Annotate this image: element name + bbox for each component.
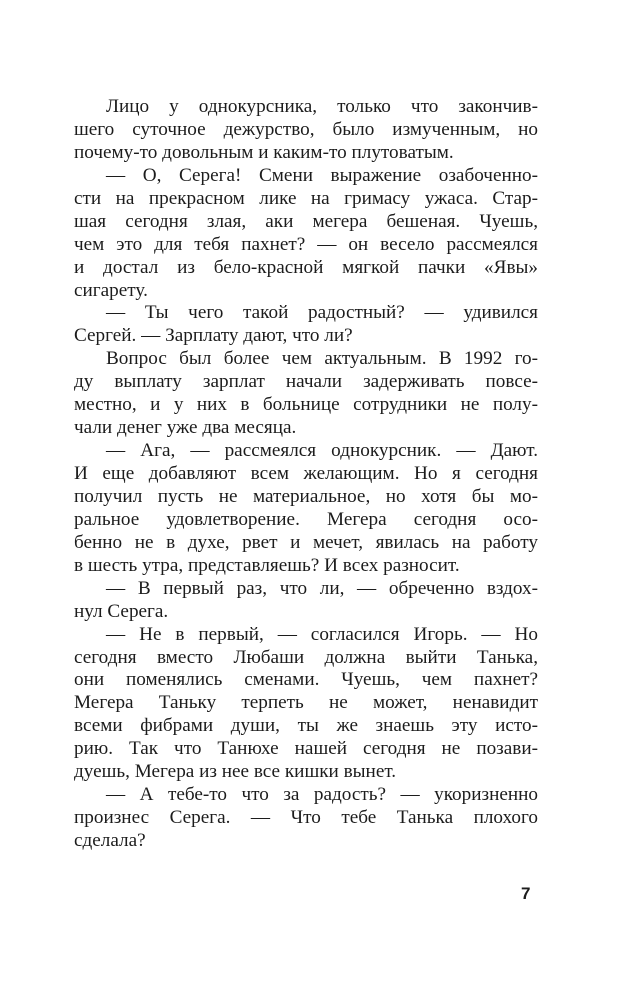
paragraph-first-line: — О, Серега! Смени выражение озабоченно- [106,164,538,186]
text-line: получил пусть не материальное, но хотя бы мо- [74,485,538,507]
paragraph-first-line: — Ты чего такой радостный? — удивился [106,302,538,324]
text-line: и достал из бело-красной мягкой пачки «Явы» [74,256,538,278]
text-line: чали денег уже два месяца. [74,417,297,439]
text-line: местно, и у них в больнице сотрудники не полу- [74,394,538,416]
text-line: произнес Серега. — Что тебе Танька плохого [74,807,538,829]
text-line: почему-то довольным и каким-то плутоватым. [74,141,454,163]
paragraph-first-line: — Не в первый, — согласился Игорь. — Но [106,623,538,645]
page-number: 7 [521,884,531,903]
text-line: нул Серега. [74,600,169,622]
text-line: рию. Так что Танюхе нашей сегодня не позави- [74,738,538,760]
text-line: дуешь, Мегера из нее все кишки вынет. [74,761,397,783]
text-line: сделала? [74,830,146,851]
paragraph-first-line: — Ага, — рассмеялся однокурсник. — Дают. [106,440,538,462]
paragraph-first-line: — А тебе-то что за радость? — укоризненно [106,784,538,806]
paragraph-first-line: Вопрос был более чем актуальным. В 1992 го- [106,348,538,370]
text-line: ду выплату зарплат начали задерживать повсе- [74,371,538,393]
text-line: И еще добавляют всем желающим. Но я сегодня [74,463,538,484]
text-line: они поменялись сменами. Чуешь, чем пахнет? [74,669,538,691]
text-line: сегодня вместо Любаши должна выйти Танька, [74,646,538,668]
text-line: чем это для тебя пахнет? — он весело рассмеялся [74,233,538,255]
paragraph-first-line: Лицо у однокурсника, только что закончив- [106,96,538,117]
text-line: всеми фибрами души, ты же знаешь эту исто- [74,715,538,737]
text-line: шего суточное дежурство, было измученным, но [74,118,538,140]
text-line: в шесть утра, представляешь? И всех разносит. [74,554,460,576]
text-line: Сергей. — Зарплату дают, что ли? [74,325,353,347]
page-body-text [74,96,538,853]
text-line: сти на прекрасном лике на гримасу ужаса. Стар- [74,187,538,209]
text-line: Мегера Таньку терпеть не может, ненавидит [74,692,538,714]
text-line: сигарету. [74,279,148,301]
paragraph-first-line: — В первый раз, что ли, — обреченно вздох- [106,577,538,599]
text-line: ральное удовлетворение. Мегера сегодня осо- [74,508,538,530]
text-line: шая сегодня злая, аки мегера бешеная. Чуешь, [74,210,538,232]
text-line: бенно не в духе, рвет и мечет, явилась на работу [74,531,538,553]
